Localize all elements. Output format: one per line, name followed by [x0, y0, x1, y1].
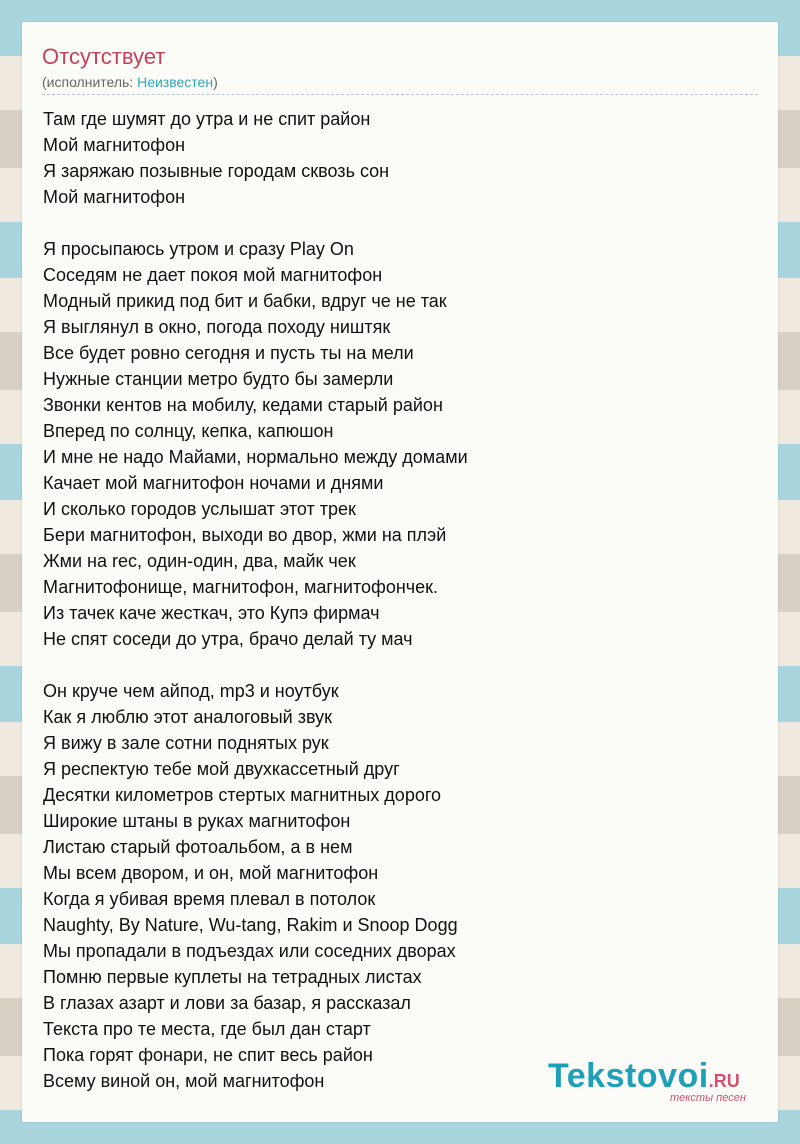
lyric-line: В глазах азарт и лови за базар, я рассказал: [43, 993, 411, 1013]
lyric-line: Я просыпаюсь утром и сразу Play On: [43, 239, 354, 259]
lyric-blank-line: [43, 652, 743, 678]
lyric-line: Из тачек каче жесткач, это Купэ фирмач: [43, 603, 380, 623]
lyric-line: Там где шумят до утра и не спит район: [43, 109, 371, 129]
logo-main-text: Tekstovoi: [548, 1057, 709, 1095]
song-header: [42, 42, 758, 95]
site-logo[interactable]: [548, 1056, 758, 1106]
lyrics-body: [43, 106, 743, 1094]
lyric-line: Звонки кентов на мобилу, кедами старый район: [43, 395, 443, 415]
artist-link[interactable]: Неизвестен: [137, 74, 214, 90]
lyric-line: Когда я убивая время плевал в потолок: [43, 889, 376, 909]
lyric-line: Мы пропадали в подъездах или соседних дворах: [43, 941, 456, 961]
lyric-line: Десятки километров стертых магнитных дорого: [43, 785, 442, 805]
lyric-line: Как я люблю этот аналоговый звук: [43, 707, 333, 727]
lyric-line: Широкие штаны в руках магнитофон: [43, 811, 351, 831]
lyric-line: Всему виной он, мой магнитофон: [43, 1071, 325, 1091]
lyric-line: Он круче чем айпод, mp3 и ноутбук: [43, 681, 339, 701]
lyric-line: Помню первые куплеты на тетрадных листах: [43, 967, 422, 987]
lyric-line: Я выглянул в окно, погода походу ништяк: [43, 317, 391, 337]
lyric-line: Магнитофонище, магнитофон, магнитофончек.: [43, 577, 439, 597]
lyric-line: Жми на rec, один-один, два, майк чек: [43, 551, 356, 571]
logo-tagline: тексты песен: [670, 1092, 746, 1104]
artist-suffix: ): [213, 74, 218, 90]
logo-tld: .RU: [708, 1071, 740, 1091]
lyric-line: Я заряжаю позывные городам сквозь сон: [43, 161, 390, 181]
lyric-line: Я респектую тебе мой двухкассетный друг: [43, 759, 400, 779]
artist-prefix: (исполнитель:: [42, 74, 138, 90]
lyrics-page: [22, 22, 778, 1122]
artist-line: [42, 72, 218, 92]
lyric-blank-line: [43, 210, 743, 236]
lyric-line: Мы всем двором, и он, мой магнитофон: [43, 863, 379, 883]
lyric-line: Листаю старый фотоальбом, а в нем: [43, 837, 353, 857]
lyric-line: Naughty, By Nature, Wu-tang, Rakim и Snoop Dogg: [43, 915, 458, 935]
lyric-line: Мой магнитофон: [43, 135, 186, 155]
lyric-line: Все будет ровно сегодня и пусть ты на мели: [43, 343, 414, 363]
lyric-line: Модный прикид под бит и бабки, вдруг че не так: [43, 291, 447, 311]
lyric-line: И мне не надо Майами, нормально между домами: [43, 447, 468, 467]
lyric-line: И сколько городов услышат этот трек: [43, 499, 356, 519]
lyric-line: Мой магнитофон: [43, 187, 186, 207]
lyric-line: Бери магнитофон, выходи во двор, жми на плэй: [43, 525, 447, 545]
lyric-line: Вперед по солнцу, кепка, капюшон: [43, 421, 334, 441]
lyric-line: Я вижу в зале сотни поднятых рук: [43, 733, 329, 753]
lyric-line: Нужные станции метро будто бы замерли: [43, 369, 394, 389]
lyric-line: Качает мой магнитофон ночами и днями: [43, 473, 384, 493]
song-title: Отсутствует: [42, 44, 166, 69]
lyric-line: Текста про те места, где был дан старт: [43, 1019, 371, 1039]
lyric-line: Соседям не дает покоя мой магнитофон: [43, 265, 383, 285]
lyric-line: Не спят соседи до утра, брачо делай ту мач: [43, 629, 413, 649]
lyric-line: Пока горят фонари, не спит весь район: [43, 1045, 373, 1065]
